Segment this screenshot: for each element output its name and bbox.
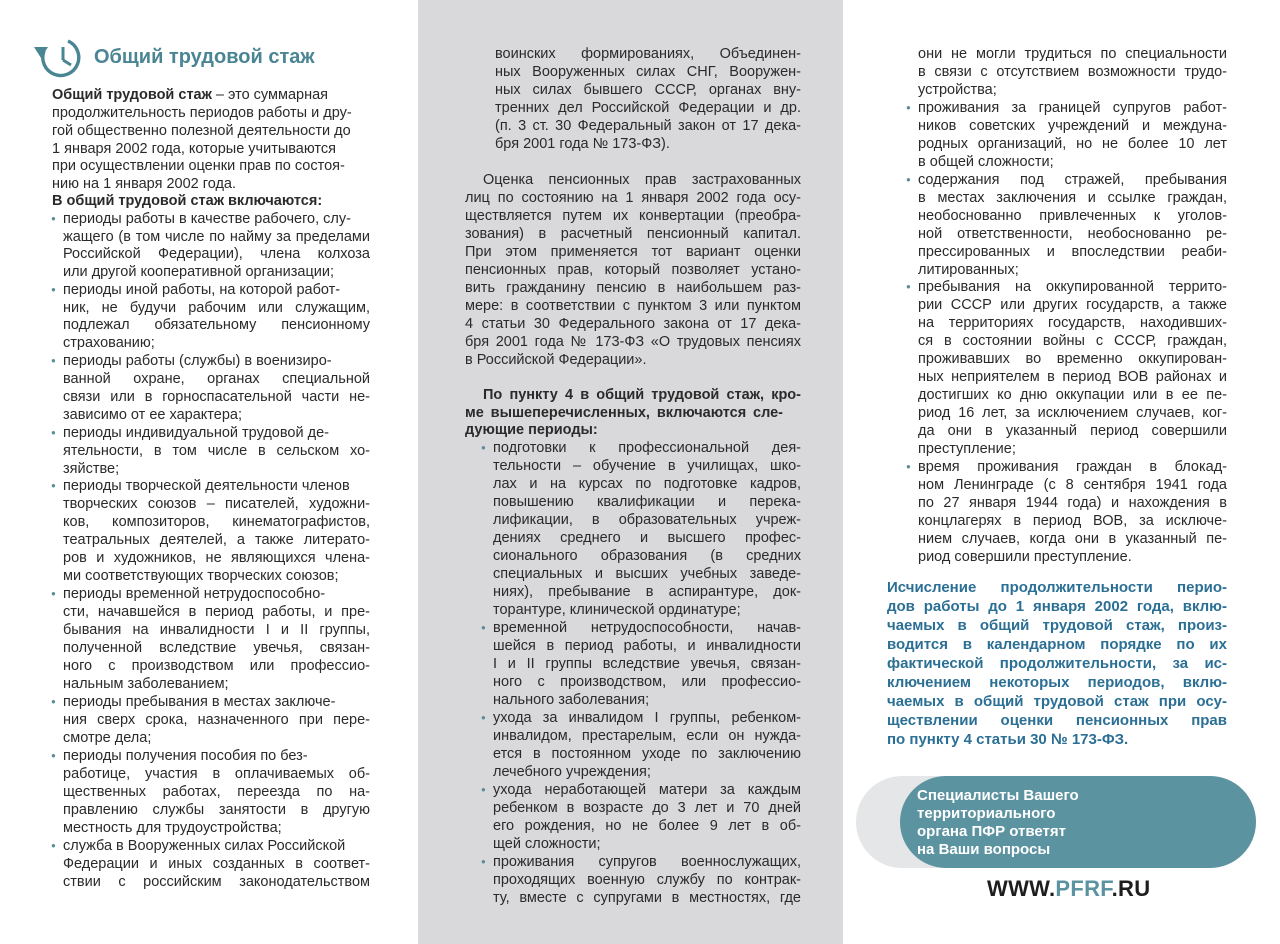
text-line: бря 2001 года № 173-ФЗ «О трудовых пенсиях xyxy=(465,334,801,350)
text-line: необоснованно привлеченных к уголов- xyxy=(918,208,1227,224)
text-line: ту, вместе с супругами в местностях, где xyxy=(493,890,801,906)
text-line: ния сверх срока, назначенного при пере- xyxy=(63,712,370,728)
text-line: 1 января 2002 года, которые учитываются xyxy=(52,141,337,157)
text-line: Федерации и иных созданных в соответ- xyxy=(63,856,370,872)
text-line: проходящих военную службу по контрак- xyxy=(493,872,801,888)
text-line: лечебного учреждения; xyxy=(493,764,651,780)
list-item: ● периоды работы (службы) в военизиро- xyxy=(52,352,332,371)
text-line: ребенком в возрасте до 3 лет и 70 дней xyxy=(493,800,801,816)
text-line: устройства; xyxy=(918,82,997,98)
text-line: на территориях государств, находивших- xyxy=(918,315,1227,331)
text-line: в общей сложности; xyxy=(918,154,1054,170)
text-line: нального заболевания; xyxy=(493,692,650,708)
list-item: ● проживания супругов военнослужащих, xyxy=(482,853,801,872)
text-line: ществляется путем их конвертации (преобра- xyxy=(465,208,801,224)
text-line: зависимо от ее характера; xyxy=(63,407,242,423)
text-line: подлежал обязательному пенсионному xyxy=(63,317,370,333)
list-item: ● периоды временной нетрудоспособно- xyxy=(52,585,325,604)
contact-line: Специалисты Вашего xyxy=(917,787,1079,804)
text-line: лиц по состоянию на 1 января 2002 года осу- xyxy=(465,190,801,206)
list-item: ● временной нетрудоспособности, начав- xyxy=(482,619,801,638)
list-item: ● периоды работы в качестве рабочего, слу- xyxy=(52,210,351,229)
text-line: I и II группы вследствие увечья, связан- xyxy=(493,656,801,672)
text-line: ных неприятелем в период ВОВ районах и xyxy=(918,369,1227,385)
text-line: работице, участия в оплачиваемых об- xyxy=(63,766,370,782)
text-line: риод совершили преступление. xyxy=(918,549,1132,565)
text-line: творческих союзов – писателей, художни- xyxy=(63,496,370,512)
text-line: рии СССР или других государств, а также xyxy=(918,297,1227,313)
text-line: ников советских учреждений и междуна- xyxy=(918,118,1227,134)
clock-icon xyxy=(32,34,84,80)
list-item: ● подготовки к профессиональной дея- xyxy=(482,439,801,458)
text-line: инвалидом, престарелым, если он нужда- xyxy=(493,728,801,744)
text-line: или другой кооперативной организации; xyxy=(63,264,334,280)
text-line: воинских формированиях, Объединен- xyxy=(495,46,801,62)
text-line: литированных; xyxy=(918,262,1019,278)
text-line: ных Вооруженных силах СНГ, Вооружен- xyxy=(495,64,801,80)
text-line: ми соответствующих творческих союзов; xyxy=(63,568,339,584)
contact-text xyxy=(917,787,1217,859)
text-line: концлагерях в период ВОВ, за исключе- xyxy=(918,513,1227,529)
conclusion-line: дов работы до 1 января 2002 года, вклю- xyxy=(887,598,1227,615)
text-line: ся в состоянии войны с СССР, граждан, xyxy=(918,333,1227,349)
text-line: ров и художников, не являющихся члена- xyxy=(63,550,370,566)
text-line: преступление; xyxy=(918,441,1016,457)
text-line: при осуществлении оценки прав по состоя- xyxy=(52,158,345,174)
text-line: родных организаций, но не более 10 лет xyxy=(918,136,1227,152)
list-item: ● периоды пребывания в местах заключе- xyxy=(52,693,335,712)
conclusion-line: Исчисление продолжительности перио- xyxy=(887,579,1227,596)
conclusion-line: фактической продолжительности, за ис- xyxy=(887,655,1227,672)
text-line: его рождения, но не более 9 лет в об- xyxy=(493,818,801,834)
text-line: ном Ленинграде (с 8 сентября 1941 года xyxy=(918,477,1227,493)
text-line: вить гражданину пенсию в наибольшем раз- xyxy=(465,280,801,296)
text-line: проживавших во временно оккупирован- xyxy=(918,351,1227,367)
text-line: прессированных и впоследствии реаби- xyxy=(918,244,1227,260)
text-line: шейся в период работы, и инвалидности xyxy=(493,638,801,654)
website-link[interactable] xyxy=(987,876,1150,902)
text-line: ной ответственности, необоснованно ре- xyxy=(918,226,1227,242)
text-line: ков, композиторов, кинематографистов, xyxy=(63,514,370,530)
list-item: ● проживания за границей супругов работ- xyxy=(907,99,1227,118)
text-line: ниях), пребывание в аспирантуре, док- xyxy=(493,584,801,600)
section-heading: ме вышеперечисленных, включаются сле- xyxy=(465,405,783,421)
site-accent: PFRF xyxy=(1055,876,1112,901)
text-line: сионального образования (в средних xyxy=(493,548,801,564)
text-line: ного с производством или профессио- xyxy=(63,658,370,674)
text-line: дениях среднего и высшего профес- xyxy=(493,530,801,546)
text-line: специальных и высших учебных заведе- xyxy=(493,566,801,582)
list-item: ● периоды получения пособия по без- xyxy=(52,747,308,766)
text-line: в связи с отсутствием возможности трудо- xyxy=(918,64,1227,80)
text-line: Оценка пенсионных прав застрахованных xyxy=(483,172,801,188)
text-line: правлению службы занятости в другую xyxy=(63,802,370,818)
text-line: ник, не будучи рабочим или служащим, xyxy=(63,300,370,316)
conclusion-line: чаемых в общий трудовой стаж при осу- xyxy=(887,693,1227,710)
text-line: нием случаев, когда они в указанный пе- xyxy=(918,531,1227,547)
text-line: театральных деятелей, а также литерато- xyxy=(63,532,370,548)
list-item: ● время проживания граждан в блокад- xyxy=(907,458,1227,477)
conclusion-line: чаемых в общий трудовой стаж, произ- xyxy=(887,617,1227,634)
text-line: Российской Федерации), члена колхоза xyxy=(63,246,370,262)
section-heading: По пункту 4 в общий трудовой стаж, кро- xyxy=(483,387,801,403)
text-line: мере: в соответствии с пунктом 3 или пунктом xyxy=(465,298,801,314)
text-line: щей сложности; xyxy=(493,836,601,852)
text-line: нию на 1 января 2002 года. xyxy=(52,176,237,192)
text-line: полученной вследствие увечья, связан- xyxy=(63,640,370,656)
list-item: ● периоды индивидуальной трудовой де- xyxy=(52,424,329,443)
conclusion-line: по пункту 4 статьи 30 № 173-ФЗ. xyxy=(887,731,1129,748)
intro-line xyxy=(52,86,328,105)
conclusion-line: ключением некоторых периодов, вклю- xyxy=(887,674,1227,691)
site-prefix: WWW. xyxy=(987,876,1056,901)
text-line: лах и на курсах по подготовке кадров, xyxy=(493,476,801,492)
text-line: При этом применяется тот вариант оценки xyxy=(465,244,801,260)
text-line: щественных работах, переезда по на- xyxy=(63,784,370,800)
text-line: торантуре, клинической ординатуре; xyxy=(493,602,741,618)
contact-line: органа ПФР ответят xyxy=(917,823,1066,840)
text-line: в Российской Федерации». xyxy=(465,352,647,368)
text-line: смотре дела; xyxy=(63,730,152,746)
text-line: тельности – обучение в училищах, шко- xyxy=(493,458,801,474)
intro-term: Общий трудовой стаж xyxy=(52,87,212,103)
contact-line: на Ваши вопросы xyxy=(917,841,1051,858)
site-suffix: .RU xyxy=(1111,876,1151,901)
text-line: лификации, в образовательных учреж- xyxy=(493,512,801,528)
text-line: да они в указанный период совершили xyxy=(918,423,1227,439)
text-line: по 27 января 1944 года) и нахождения в xyxy=(918,495,1227,511)
section-heading: дующие периоды: xyxy=(465,422,598,438)
conclusion-line: ществлении оценки пенсионных прав xyxy=(887,712,1227,729)
list-item: ● ухода неработающей матери за каждым xyxy=(482,781,801,800)
list-item: ● периоды творческой деятельности членов xyxy=(52,477,350,496)
list-heading: В общий трудовой стаж включаются: xyxy=(52,193,323,209)
text-line: ванной охране, органах специальной xyxy=(63,371,370,387)
contact-line: территориального xyxy=(917,805,1056,822)
text-line: зования) в расчетный пенсионный капитал. xyxy=(465,226,801,242)
text-line: пенсионных прав, который позволяет устано- xyxy=(465,262,801,278)
text-line: бывания на инвалидности I и II группы, xyxy=(63,622,370,638)
text-line: ного с производством, или професcио- xyxy=(493,674,801,690)
text-line: гой общественно полезной деятельности до xyxy=(52,123,351,139)
text-line: ных силах бывшего СССР, органах вну- xyxy=(495,82,801,98)
page-title: Общий трудовой стаж xyxy=(94,46,315,68)
text-line: зяйстве; xyxy=(63,461,120,477)
text-line: бря 2001 года № 173-ФЗ). xyxy=(495,136,670,152)
text-line: местность для трудоустройства; xyxy=(63,820,282,836)
list-item: ● пребывания на оккупированной террито- xyxy=(907,278,1227,297)
text-line: достигших ко дню оккупации или в ее пе- xyxy=(918,387,1227,403)
list-item: ● содержания под стражей, пребывания xyxy=(907,171,1227,190)
intro-definition: – это суммарная xyxy=(211,87,328,103)
text-line: (п. 3 ст. 30 Федеральный закон от 17 дека- xyxy=(495,118,801,134)
list-item: ● служба в Вооруженных силах Российской xyxy=(52,837,345,856)
list-item: ● ухода за инвалидом I группы, ребенком- xyxy=(482,709,801,728)
text-line: сти, начавшейся в период работы, и пре- xyxy=(63,604,370,620)
text-line: в местах заключения и ссылке граждан, xyxy=(918,190,1227,206)
text-line: тренних дел Российской Федерации и др. xyxy=(495,100,801,116)
text-line: страхованию; xyxy=(63,335,155,351)
text-line: ствии с российским законодательством xyxy=(63,874,370,890)
text-line: нальным заболеванием; xyxy=(63,676,229,692)
text-line: они не могли трудиться по специальности xyxy=(918,46,1227,62)
conclusion-line: водится в календарном порядке по их xyxy=(887,636,1227,653)
text-line: ятельности, в том числе в сельском хо- xyxy=(63,443,370,459)
text-line: продолжительность периодов работы и дру- xyxy=(52,105,352,121)
text-line: риод 16 лет, за исключением случаев, ког- xyxy=(918,405,1227,421)
text-line: 4 статьи 30 Федерального закона от 17 дека- xyxy=(465,316,801,332)
text-line: ется в постоянном уходе по заключению xyxy=(493,746,801,762)
text-line: жащего (в том числе по найму за пределами xyxy=(63,229,370,245)
text-line: связи или в горноспасательной части не- xyxy=(63,389,370,405)
text-line: повышению квалификации и перека- xyxy=(493,494,801,510)
list-item: ● периоды иной работы, на которой работ- xyxy=(52,281,340,300)
